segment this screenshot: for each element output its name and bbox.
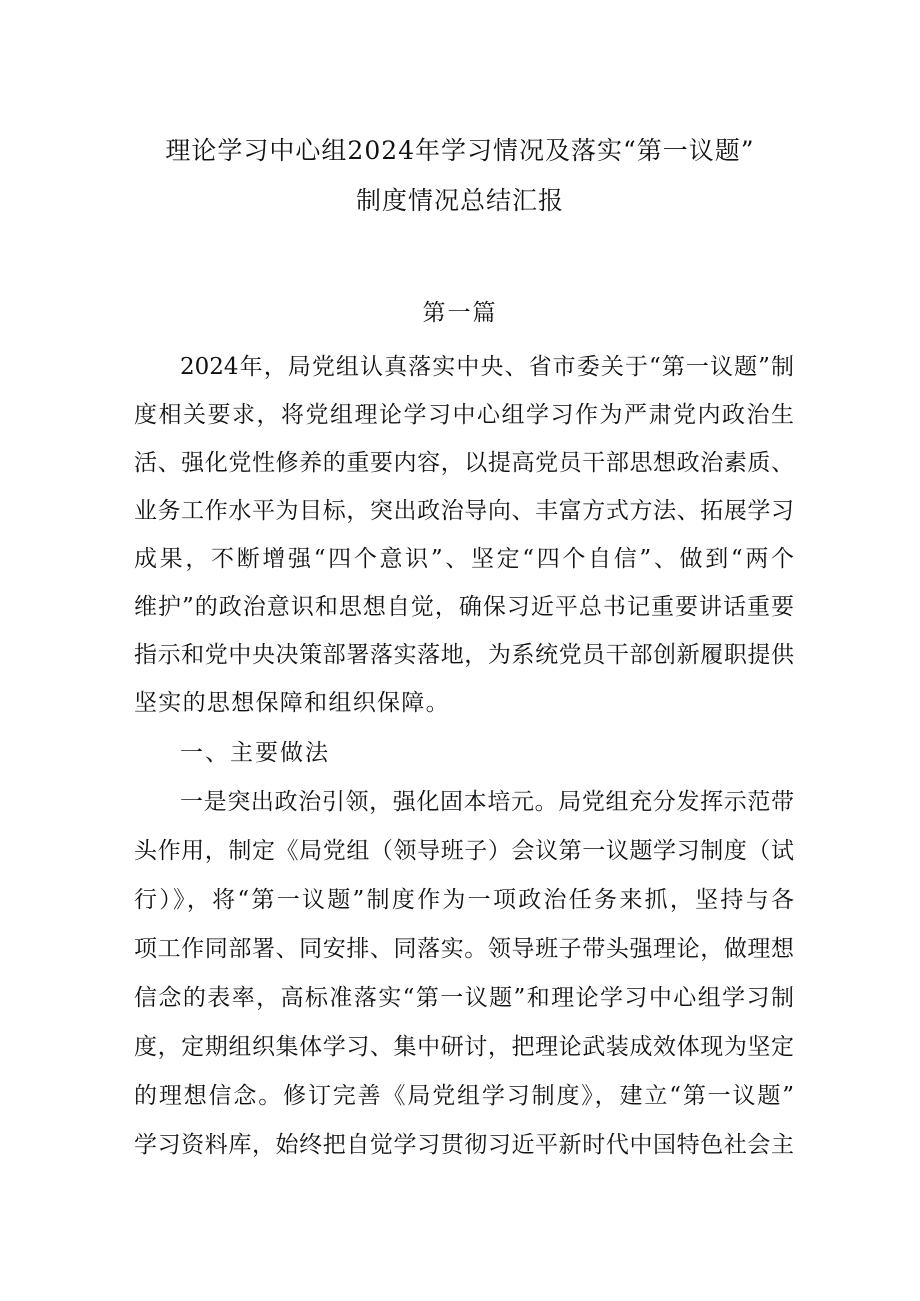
document-title-line-1: 理论学习中心组2024年学习情况及落实“第一议题” (165, 136, 755, 165)
paragraph-2-line: 度，定期组织集体学习、集中研讨，把理论武装成效体现为坚定 (134, 1034, 794, 1060)
paragraph-2-line: 信念的表率，高标准落实“第一议题”和理论学习中心组学习制 (134, 985, 794, 1011)
section-title: 第一篇 (422, 300, 498, 326)
paragraph-2-line: 行）》，将“第一议题”制度作为一项政治任务来抓，坚持与各 (134, 887, 794, 913)
paragraph-1-line: 指示和党中央决策部署落实落地，为系统党员干部创新履职提供 (134, 642, 794, 668)
paragraph-2-line: 的理想信念。修订完善《局党组学习制度》，建立“第一议题” (134, 1083, 794, 1109)
paragraph-2-line: 头作用，制定《局党组（领导班子）会议第一议题学习制度（试 (134, 838, 794, 864)
paragraph-2-line: 学习资料库，始终把自觉学习贯彻习近平新时代中国特色社会主 (134, 1132, 794, 1158)
paragraph-1-line: 业务工作水平为目标，突出政治导向、丰富方式方法、拓展学习 (134, 498, 794, 524)
paragraph-1-line: 活、强化党性修养的重要内容，以提高党员干部思想政治素质、 (134, 450, 794, 476)
document-title-line-2: 制度情况总结汇报 (355, 186, 564, 215)
paragraph-2-line: 一是突出政治引领，强化固本培元。局党组充分发挥示范带 (180, 789, 794, 815)
paragraph-1-line: 坚实的思想保障和组织保障。 (134, 690, 450, 716)
paragraph-1-line: 成果，不断增强“四个意识”、坚定“四个自信”、做到“两个 (134, 546, 794, 572)
paragraph-1-line: 维护”的政治意识和思想自觉，确保习近平总书记重要讲话重要 (134, 594, 794, 620)
paragraph-1-line: 2024年，局党组认真落实中央、省市委关于“第一议题”制 (180, 354, 794, 380)
paragraph-2-line: 项工作同部署、同安排、同落实。领导班子带头强理论，做理想 (134, 936, 794, 962)
paragraph-1-line: 度相关要求，将党组理论学习中心组学习作为严肃党内政治生 (134, 402, 794, 428)
heading-main-practices: 一、主要做法 (180, 740, 330, 766)
